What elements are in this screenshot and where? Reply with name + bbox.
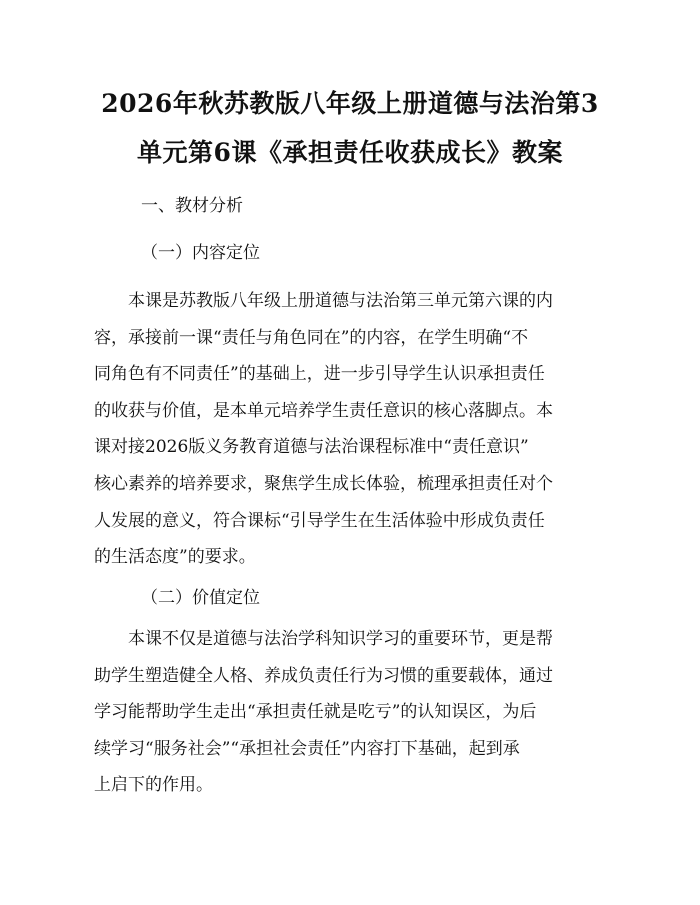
- paragraph-line: 课对接2026版义务教育道德与法治课程标准中“责任意识”: [94, 437, 529, 458]
- paragraph-line: 上启下的作用。: [94, 775, 213, 796]
- paragraph-line: 的收获与价值，是本单元培养学生责任意识的核心落脚点。本: [94, 400, 553, 421]
- paragraph-line: 续学习“服务社会”“承担社会责任”内容打下基础，起到承: [94, 738, 520, 759]
- paragraph-line: 同角色有不同责任”的基础上，进一步引导学生认识承担责任: [94, 364, 545, 385]
- document-title-line-2: 单元第6课《承担责任收获成长》教案: [137, 138, 563, 167]
- paragraph-line: 核心素养的培养要求，聚焦学生成长体验，梳理承担责任对个: [94, 473, 553, 494]
- paragraph-line: 助学生塑造健全人格、养成负责任行为习惯的重要载体，通过: [94, 665, 553, 686]
- paragraph-line: 本课是苏教版八年级上册道德与法治第三单元第六课的内: [94, 291, 553, 311]
- section-heading-textbook-analysis: 一、教材分析: [141, 196, 243, 216]
- paragraph-line: 学习能帮助学生走出“承担责任就是吃亏”的认知误区，为后: [94, 702, 537, 723]
- paragraph-line: 本课不仅是道德与法治学科知识学习的重要环节，更是帮: [94, 629, 553, 649]
- subsection-heading-value-positioning: （二）价值定位: [141, 588, 260, 608]
- subsection-heading-content-positioning: （一）内容定位: [141, 243, 260, 263]
- paragraph-line: 的生活态度”的要求。: [94, 547, 256, 568]
- paragraph-line: 容，承接前一课“责任与角色同在”的内容，在学生明确“不: [94, 327, 529, 348]
- paragraph-line: 人发展的意义，符合课标“引导学生在生活体验中形成负责任: [94, 510, 545, 531]
- paragraph-value-positioning: [94, 621, 606, 804]
- document-title-line-1: 2026年秋苏教版八年级上册道德与法治第3: [101, 89, 599, 118]
- paragraph-content-positioning: [94, 283, 606, 576]
